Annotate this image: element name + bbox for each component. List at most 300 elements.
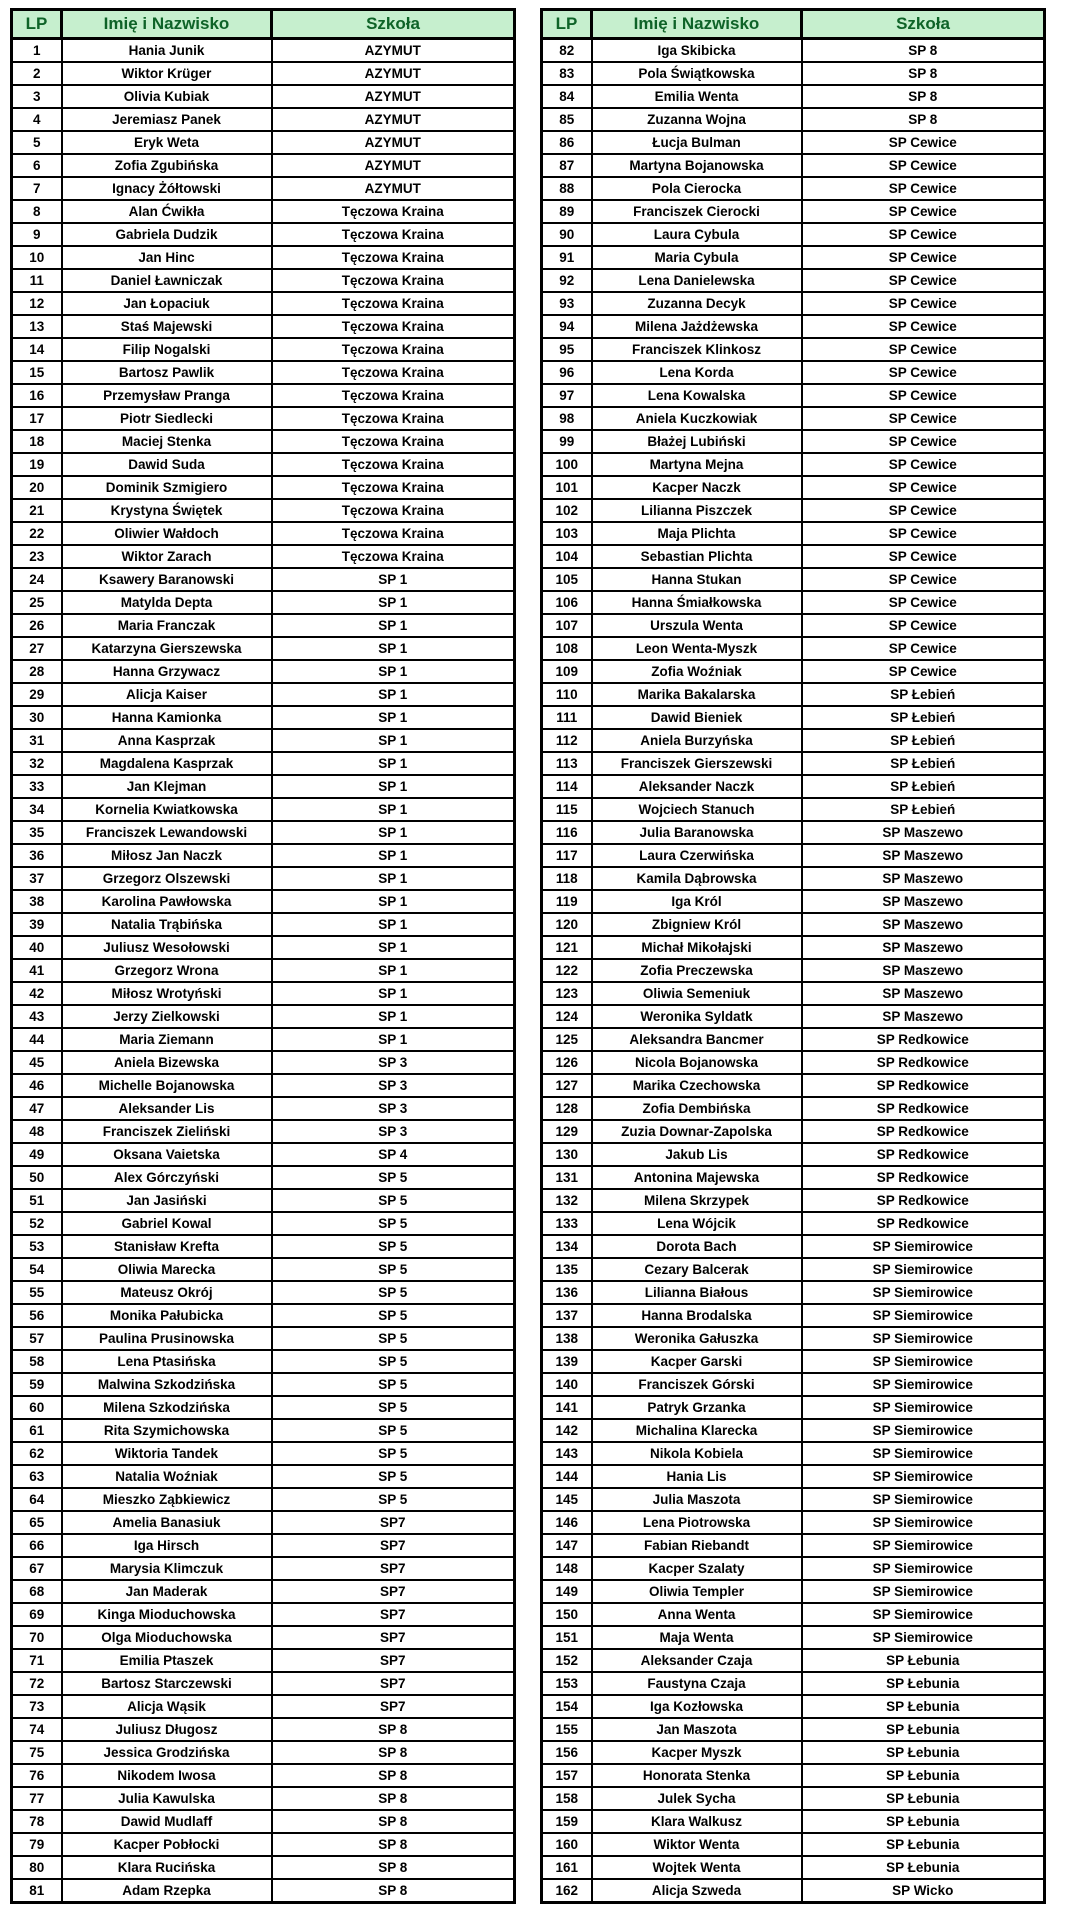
header-lp: LP bbox=[542, 10, 592, 39]
table-row bbox=[12, 1580, 515, 1603]
table-row bbox=[12, 522, 515, 545]
name-cell: Aleksander Czaja bbox=[592, 1649, 802, 1672]
table-row bbox=[542, 1465, 1045, 1488]
table-row bbox=[12, 959, 515, 982]
table-row bbox=[542, 1120, 1045, 1143]
table-row bbox=[12, 798, 515, 821]
table-row bbox=[542, 292, 1045, 315]
lp-cell: 141 bbox=[542, 1396, 592, 1419]
lp-cell: 115 bbox=[542, 798, 592, 821]
school-cell: SP Cewice bbox=[802, 568, 1045, 591]
header-school: Szkoła bbox=[802, 10, 1045, 39]
lp-cell: 92 bbox=[542, 269, 592, 292]
table-row bbox=[542, 1557, 1045, 1580]
school-cell: Tęczowa Kraina bbox=[272, 430, 515, 453]
table-row bbox=[12, 1419, 515, 1442]
lp-cell: 105 bbox=[542, 568, 592, 591]
school-cell: SP Łebień bbox=[802, 752, 1045, 775]
lp-cell: 90 bbox=[542, 223, 592, 246]
school-cell: SP 1 bbox=[272, 729, 515, 752]
table-row bbox=[12, 430, 515, 453]
table-row bbox=[542, 1764, 1045, 1787]
name-cell: Natalia Trąbińska bbox=[62, 913, 272, 936]
table-row bbox=[542, 1718, 1045, 1741]
header-name: Imię i Nazwisko bbox=[62, 10, 272, 39]
school-cell: SP 5 bbox=[272, 1350, 515, 1373]
table-row bbox=[542, 361, 1045, 384]
table-row bbox=[542, 154, 1045, 177]
table-row bbox=[12, 315, 515, 338]
lp-cell: 91 bbox=[542, 246, 592, 269]
table-row bbox=[12, 1649, 515, 1672]
table-row bbox=[12, 292, 515, 315]
name-cell: Miłosz Wrotyński bbox=[62, 982, 272, 1005]
table-row bbox=[12, 1304, 515, 1327]
students-table-left bbox=[10, 8, 516, 1904]
lp-cell: 35 bbox=[12, 821, 62, 844]
table-row bbox=[542, 338, 1045, 361]
lp-cell: 149 bbox=[542, 1580, 592, 1603]
school-cell: SP Siemirowice bbox=[802, 1626, 1045, 1649]
lp-cell: 46 bbox=[12, 1074, 62, 1097]
name-cell: Jakub Lis bbox=[592, 1143, 802, 1166]
name-cell: Wiktor Zarach bbox=[62, 545, 272, 568]
table-row bbox=[12, 1534, 515, 1557]
name-cell: Franciszek Gierszewski bbox=[592, 752, 802, 775]
table-row bbox=[542, 407, 1045, 430]
table-row bbox=[542, 844, 1045, 867]
name-cell: Magdalena Kasprzak bbox=[62, 752, 272, 775]
school-cell: SP Łebień bbox=[802, 683, 1045, 706]
school-cell: SP 5 bbox=[272, 1304, 515, 1327]
lp-cell: 89 bbox=[542, 200, 592, 223]
table-row bbox=[542, 775, 1045, 798]
name-cell: Gabriel Kowal bbox=[62, 1212, 272, 1235]
name-cell: Juliusz Wesołowski bbox=[62, 936, 272, 959]
lp-cell: 23 bbox=[12, 545, 62, 568]
school-cell: SP 1 bbox=[272, 752, 515, 775]
school-cell: SP 5 bbox=[272, 1488, 515, 1511]
table-row bbox=[542, 1396, 1045, 1419]
name-cell: Zuzanna Decyk bbox=[592, 292, 802, 315]
table-row bbox=[12, 1741, 515, 1764]
table-row bbox=[542, 614, 1045, 637]
school-cell: SP Cewice bbox=[802, 338, 1045, 361]
table-row bbox=[542, 890, 1045, 913]
lp-cell: 161 bbox=[542, 1856, 592, 1879]
lp-cell: 131 bbox=[542, 1166, 592, 1189]
school-cell: SP 1 bbox=[272, 844, 515, 867]
name-cell: Gabriela Dudzik bbox=[62, 223, 272, 246]
lp-cell: 159 bbox=[542, 1810, 592, 1833]
lp-cell: 143 bbox=[542, 1442, 592, 1465]
name-cell: Cezary Balcerak bbox=[592, 1258, 802, 1281]
school-cell: AZYMUT bbox=[272, 85, 515, 108]
lp-cell: 78 bbox=[12, 1810, 62, 1833]
school-cell: SP Cewice bbox=[802, 614, 1045, 637]
school-cell: SP 5 bbox=[272, 1465, 515, 1488]
table-row bbox=[12, 1787, 515, 1810]
school-cell: SP Łebunia bbox=[802, 1810, 1045, 1833]
school-cell: Tęczowa Kraina bbox=[272, 223, 515, 246]
school-cell: SP 3 bbox=[272, 1097, 515, 1120]
lp-cell: 153 bbox=[542, 1672, 592, 1695]
table-row bbox=[542, 982, 1045, 1005]
school-cell: SP Siemirowice bbox=[802, 1235, 1045, 1258]
school-cell: SP 1 bbox=[272, 637, 515, 660]
school-cell: SP 8 bbox=[272, 1741, 515, 1764]
lp-cell: 144 bbox=[542, 1465, 592, 1488]
name-cell: Juliusz Długosz bbox=[62, 1718, 272, 1741]
lp-cell: 80 bbox=[12, 1856, 62, 1879]
name-cell: Julia Kawulska bbox=[62, 1787, 272, 1810]
school-cell: SP 1 bbox=[272, 614, 515, 637]
table-row bbox=[542, 1580, 1045, 1603]
lp-cell: 52 bbox=[12, 1212, 62, 1235]
table-row bbox=[12, 200, 515, 223]
school-cell: SP7 bbox=[272, 1649, 515, 1672]
school-cell: SP 4 bbox=[272, 1143, 515, 1166]
name-cell: Miłosz Jan Naczk bbox=[62, 844, 272, 867]
lp-cell: 25 bbox=[12, 591, 62, 614]
name-cell: Aleksandra Bancmer bbox=[592, 1028, 802, 1051]
school-cell: SP Łebunia bbox=[802, 1741, 1045, 1764]
table-row bbox=[542, 1097, 1045, 1120]
name-cell: Nikodem Iwosa bbox=[62, 1764, 272, 1787]
name-cell: Michalina Klarecka bbox=[592, 1419, 802, 1442]
name-cell: Zofia Woźniak bbox=[592, 660, 802, 683]
name-cell: Błażej Lubiński bbox=[592, 430, 802, 453]
lp-cell: 2 bbox=[12, 62, 62, 85]
lp-cell: 51 bbox=[12, 1189, 62, 1212]
lp-cell: 63 bbox=[12, 1465, 62, 1488]
name-cell: Faustyna Czaja bbox=[592, 1672, 802, 1695]
name-cell: Aleksander Lis bbox=[62, 1097, 272, 1120]
name-cell: Maria Franczak bbox=[62, 614, 272, 637]
table-row bbox=[12, 913, 515, 936]
lp-cell: 42 bbox=[12, 982, 62, 1005]
school-cell: SP Cewice bbox=[802, 292, 1045, 315]
lp-cell: 79 bbox=[12, 1833, 62, 1856]
name-cell: Wiktoria Tandek bbox=[62, 1442, 272, 1465]
lp-cell: 56 bbox=[12, 1304, 62, 1327]
table-row bbox=[12, 361, 515, 384]
school-cell: SP Maszewo bbox=[802, 1005, 1045, 1028]
school-cell: SP Cewice bbox=[802, 476, 1045, 499]
lp-cell: 31 bbox=[12, 729, 62, 752]
table-row bbox=[12, 1672, 515, 1695]
lp-cell: 43 bbox=[12, 1005, 62, 1028]
lp-cell: 140 bbox=[542, 1373, 592, 1396]
lp-cell: 109 bbox=[542, 660, 592, 683]
name-cell: Maria Cybula bbox=[592, 246, 802, 269]
school-cell: SP Cewice bbox=[802, 545, 1045, 568]
table-row bbox=[12, 775, 515, 798]
lp-cell: 107 bbox=[542, 614, 592, 637]
table-row bbox=[542, 1166, 1045, 1189]
table-row bbox=[542, 85, 1045, 108]
table-row bbox=[12, 637, 515, 660]
table-row bbox=[542, 821, 1045, 844]
name-cell: Hania Lis bbox=[592, 1465, 802, 1488]
table-row bbox=[12, 1005, 515, 1028]
table-row bbox=[542, 1810, 1045, 1833]
table-row bbox=[12, 821, 515, 844]
school-cell: SP Łebunia bbox=[802, 1718, 1045, 1741]
table-row bbox=[542, 1672, 1045, 1695]
lp-cell: 57 bbox=[12, 1327, 62, 1350]
table-row bbox=[12, 844, 515, 867]
name-cell: Jessica Grodzińska bbox=[62, 1741, 272, 1764]
name-cell: Krystyna Świętek bbox=[62, 499, 272, 522]
name-cell: Jeremiasz Panek bbox=[62, 108, 272, 131]
school-cell: Tęczowa Kraina bbox=[272, 384, 515, 407]
lp-cell: 128 bbox=[542, 1097, 592, 1120]
name-cell: Kacper Naczk bbox=[592, 476, 802, 499]
lp-cell: 120 bbox=[542, 913, 592, 936]
table-row bbox=[542, 1511, 1045, 1534]
school-cell: SP7 bbox=[272, 1603, 515, 1626]
lp-cell: 9 bbox=[12, 223, 62, 246]
lp-cell: 83 bbox=[542, 62, 592, 85]
school-cell: SP Redkowice bbox=[802, 1074, 1045, 1097]
name-cell: Rita Szymichowska bbox=[62, 1419, 272, 1442]
name-cell: Hanna Grzywacz bbox=[62, 660, 272, 683]
name-cell: Zofia Zgubińska bbox=[62, 154, 272, 177]
school-cell: SP 1 bbox=[272, 821, 515, 844]
school-cell: Tęczowa Kraina bbox=[272, 453, 515, 476]
table-row bbox=[12, 407, 515, 430]
name-cell: Matylda Depta bbox=[62, 591, 272, 614]
lp-cell: 119 bbox=[542, 890, 592, 913]
table-row bbox=[542, 660, 1045, 683]
lp-cell: 17 bbox=[12, 407, 62, 430]
name-cell: Iga Skibicka bbox=[592, 39, 802, 63]
name-cell: Lilianna Białous bbox=[592, 1281, 802, 1304]
table-row bbox=[12, 660, 515, 683]
name-cell: Sebastian Plichta bbox=[592, 545, 802, 568]
name-cell: Milena Skrzypek bbox=[592, 1189, 802, 1212]
lp-cell: 95 bbox=[542, 338, 592, 361]
lp-cell: 113 bbox=[542, 752, 592, 775]
school-cell: SP 5 bbox=[272, 1396, 515, 1419]
school-cell: SP7 bbox=[272, 1580, 515, 1603]
table-row bbox=[12, 706, 515, 729]
table-row bbox=[12, 453, 515, 476]
name-cell: Emilia Ptaszek bbox=[62, 1649, 272, 1672]
lp-cell: 26 bbox=[12, 614, 62, 637]
students-table-right bbox=[540, 8, 1046, 1904]
lp-cell: 155 bbox=[542, 1718, 592, 1741]
table-row bbox=[542, 246, 1045, 269]
table-row bbox=[542, 315, 1045, 338]
name-cell: Olivia Kubiak bbox=[62, 85, 272, 108]
lp-cell: 24 bbox=[12, 568, 62, 591]
lp-cell: 148 bbox=[542, 1557, 592, 1580]
name-cell: Lena Korda bbox=[592, 361, 802, 384]
school-cell: SP Cewice bbox=[802, 637, 1045, 660]
table-row bbox=[542, 729, 1045, 752]
table-row bbox=[542, 1626, 1045, 1649]
name-cell: Oliwia Marecka bbox=[62, 1258, 272, 1281]
table-row bbox=[542, 522, 1045, 545]
table-row bbox=[542, 1350, 1045, 1373]
school-cell: SP 1 bbox=[272, 890, 515, 913]
table-row bbox=[12, 1258, 515, 1281]
school-cell: SP Maszewo bbox=[802, 982, 1045, 1005]
name-cell: Hania Junik bbox=[62, 39, 272, 63]
school-cell: SP 1 bbox=[272, 982, 515, 1005]
school-cell: SP 3 bbox=[272, 1120, 515, 1143]
lp-cell: 72 bbox=[12, 1672, 62, 1695]
lp-cell: 13 bbox=[12, 315, 62, 338]
table-row bbox=[12, 62, 515, 85]
name-cell: Klara Rucińska bbox=[62, 1856, 272, 1879]
table-row bbox=[12, 1603, 515, 1626]
school-cell: SP7 bbox=[272, 1534, 515, 1557]
name-cell: Lilianna Piszczek bbox=[592, 499, 802, 522]
name-cell: Maria Ziemann bbox=[62, 1028, 272, 1051]
lp-cell: 97 bbox=[542, 384, 592, 407]
school-cell: Tęczowa Kraina bbox=[272, 361, 515, 384]
name-cell: Karolina Pawłowska bbox=[62, 890, 272, 913]
table-row bbox=[12, 1511, 515, 1534]
name-cell: Lena Wójcik bbox=[592, 1212, 802, 1235]
name-cell: Alicja Wąsik bbox=[62, 1695, 272, 1718]
lp-cell: 129 bbox=[542, 1120, 592, 1143]
lp-cell: 29 bbox=[12, 683, 62, 706]
lp-cell: 15 bbox=[12, 361, 62, 384]
table-row bbox=[12, 338, 515, 361]
school-cell: Tęczowa Kraina bbox=[272, 292, 515, 315]
name-cell: Alicja Szweda bbox=[592, 1879, 802, 1903]
school-cell: SP 1 bbox=[272, 660, 515, 683]
lp-cell: 7 bbox=[12, 177, 62, 200]
lp-cell: 160 bbox=[542, 1833, 592, 1856]
lp-cell: 3 bbox=[12, 85, 62, 108]
lp-cell: 40 bbox=[12, 936, 62, 959]
school-cell: SP Łebunia bbox=[802, 1695, 1045, 1718]
name-cell: Kinga Mioduchowska bbox=[62, 1603, 272, 1626]
table-row bbox=[542, 867, 1045, 890]
table-row bbox=[12, 1373, 515, 1396]
table-row bbox=[542, 108, 1045, 131]
name-cell: Franciszek Cierocki bbox=[592, 200, 802, 223]
lp-cell: 123 bbox=[542, 982, 592, 1005]
table-row bbox=[12, 1350, 515, 1373]
name-cell: Piotr Siedlecki bbox=[62, 407, 272, 430]
lp-cell: 116 bbox=[542, 821, 592, 844]
lp-cell: 117 bbox=[542, 844, 592, 867]
lp-cell: 36 bbox=[12, 844, 62, 867]
lp-cell: 137 bbox=[542, 1304, 592, 1327]
school-cell: SP 3 bbox=[272, 1074, 515, 1097]
lp-cell: 49 bbox=[12, 1143, 62, 1166]
name-cell: Hanna Brodalska bbox=[592, 1304, 802, 1327]
school-cell: SP Cewice bbox=[802, 499, 1045, 522]
table-row bbox=[542, 1787, 1045, 1810]
lp-cell: 93 bbox=[542, 292, 592, 315]
name-cell: Dorota Bach bbox=[592, 1235, 802, 1258]
lp-cell: 73 bbox=[12, 1695, 62, 1718]
name-cell: Jan Hinc bbox=[62, 246, 272, 269]
name-cell: Alicja Kaiser bbox=[62, 683, 272, 706]
lp-cell: 6 bbox=[12, 154, 62, 177]
name-cell: Pola Cierocka bbox=[592, 177, 802, 200]
name-cell: Franciszek Zieliński bbox=[62, 1120, 272, 1143]
header-row bbox=[12, 10, 515, 39]
school-cell: AZYMUT bbox=[272, 39, 515, 63]
name-cell: Oliwia Templer bbox=[592, 1580, 802, 1603]
school-cell: SP7 bbox=[272, 1672, 515, 1695]
name-cell: Weronika Gałuszka bbox=[592, 1327, 802, 1350]
name-cell: Alex Górczyński bbox=[62, 1166, 272, 1189]
school-cell: SP 1 bbox=[272, 591, 515, 614]
lp-cell: 146 bbox=[542, 1511, 592, 1534]
lp-cell: 82 bbox=[542, 39, 592, 63]
table-row bbox=[542, 39, 1045, 63]
lp-cell: 98 bbox=[542, 407, 592, 430]
name-cell: Lena Ptasińska bbox=[62, 1350, 272, 1373]
school-cell: SP Cewice bbox=[802, 200, 1045, 223]
school-cell: SP Łebień bbox=[802, 798, 1045, 821]
table-row bbox=[542, 959, 1045, 982]
lp-cell: 28 bbox=[12, 660, 62, 683]
school-cell: SP 1 bbox=[272, 1028, 515, 1051]
lp-cell: 124 bbox=[542, 1005, 592, 1028]
lp-cell: 58 bbox=[12, 1350, 62, 1373]
lp-cell: 67 bbox=[12, 1557, 62, 1580]
table-row bbox=[12, 1833, 515, 1856]
name-cell: Wiktor Wenta bbox=[592, 1833, 802, 1856]
table-row bbox=[12, 1212, 515, 1235]
table-row bbox=[542, 1189, 1045, 1212]
table-row bbox=[542, 1005, 1045, 1028]
lp-cell: 70 bbox=[12, 1626, 62, 1649]
school-cell: SP 5 bbox=[272, 1281, 515, 1304]
table-row bbox=[542, 568, 1045, 591]
school-cell: SP Siemirowice bbox=[802, 1442, 1045, 1465]
school-cell: AZYMUT bbox=[272, 154, 515, 177]
name-cell: Maciej Stenka bbox=[62, 430, 272, 453]
table-row bbox=[542, 1258, 1045, 1281]
table-row bbox=[12, 1143, 515, 1166]
lp-cell: 45 bbox=[12, 1051, 62, 1074]
name-cell: Laura Cybula bbox=[592, 223, 802, 246]
lp-cell: 33 bbox=[12, 775, 62, 798]
table-row bbox=[542, 1373, 1045, 1396]
table-row bbox=[12, 1051, 515, 1074]
table-row bbox=[12, 1074, 515, 1097]
table-row bbox=[542, 1028, 1045, 1051]
table-row bbox=[12, 499, 515, 522]
name-cell: Michał Mikołajski bbox=[592, 936, 802, 959]
lp-cell: 4 bbox=[12, 108, 62, 131]
table-row bbox=[12, 1488, 515, 1511]
school-cell: SP Siemirowice bbox=[802, 1603, 1045, 1626]
school-cell: SP 8 bbox=[272, 1718, 515, 1741]
header-name: Imię i Nazwisko bbox=[592, 10, 802, 39]
name-cell: Bartosz Pawlik bbox=[62, 361, 272, 384]
school-cell: Tęczowa Kraina bbox=[272, 200, 515, 223]
school-cell: SP 5 bbox=[272, 1166, 515, 1189]
table-row bbox=[12, 683, 515, 706]
lp-cell: 112 bbox=[542, 729, 592, 752]
school-cell: SP 5 bbox=[272, 1212, 515, 1235]
school-cell: SP Łebień bbox=[802, 706, 1045, 729]
lp-cell: 122 bbox=[542, 959, 592, 982]
name-cell: Marysia Klimczuk bbox=[62, 1557, 272, 1580]
